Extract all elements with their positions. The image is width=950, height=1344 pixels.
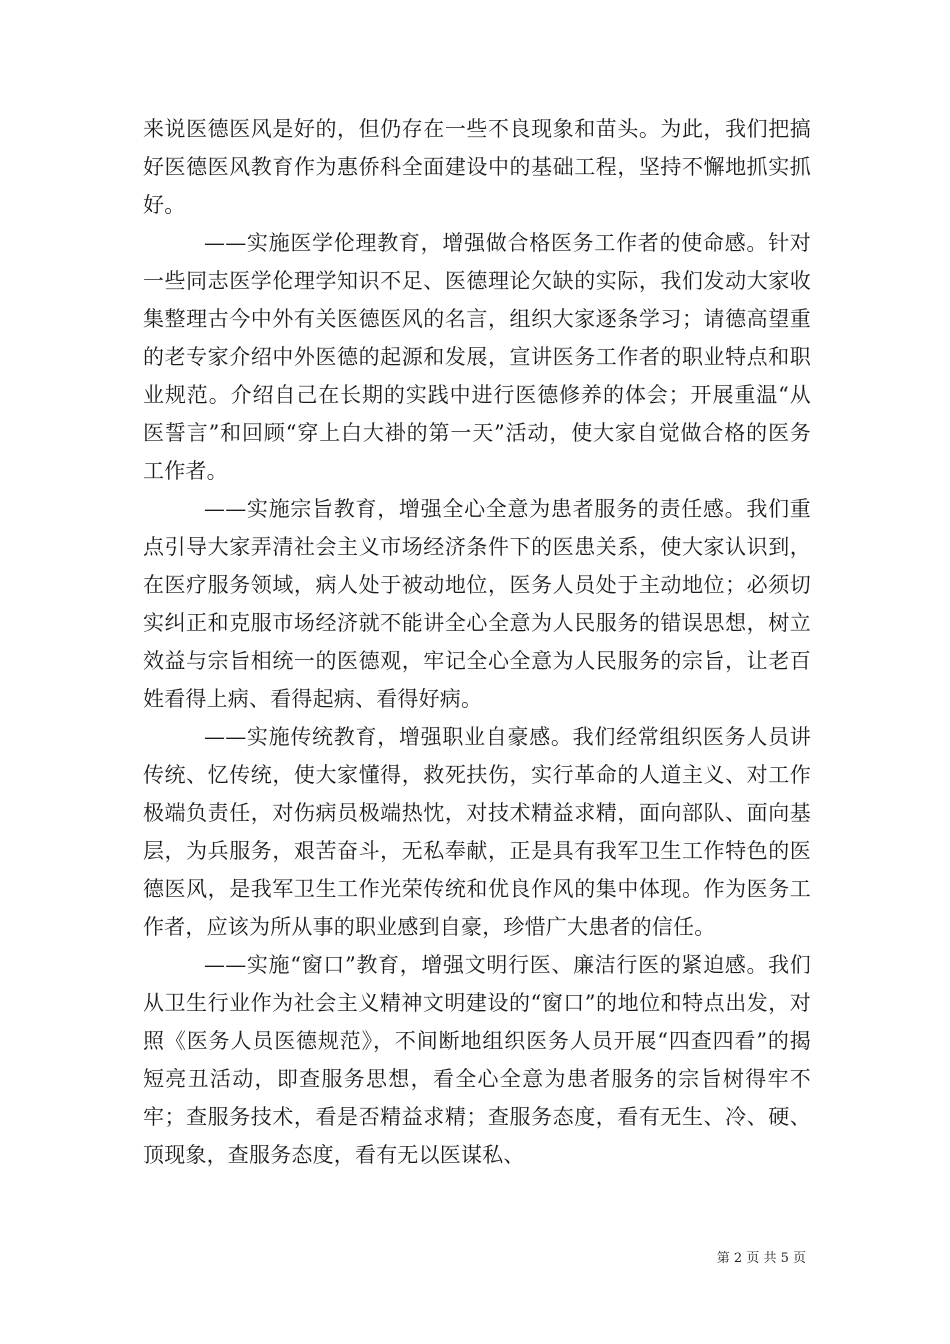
paragraph-purpose-education: ——实施宗旨教育，增强全心全意为患者服务的责任感。我们重点引导大家弄清社会主义市场经济条件下的医患关系，使大家认识到，在医疗服务领域，病人处于被动地位，医务人员处于主动地位；必须切实纠正和克服市场经济就不能讲全心全意为人民服务的错误思想，树立效益与宗旨相统一的医德观，牢记全心全意为人民服务的宗旨，让老百姓看得上病、看得起病、看得好病。 — [143, 497, 811, 711]
paragraph-tradition-education: ——实施传统教育，增强职业自豪感。我们经常组织医务人员讲传统、忆传统，使大家懂得，救死扶伤，实行革命的人道主义、对工作极端负责任，对伤病员极端热忱，对技术精益求精，面向部队、面向基层，为兵服务，艰苦奋斗，无私奉献，正是具有我军卫生工作特色的医德医风，是我军卫生工作光荣传统和优良作风的集中体现。作为医务工作者，应该为所从事的职业感到自豪，珍惜广大患者的信任。 — [143, 725, 811, 939]
page-number-footer: 第 2 页 共 5 页 — [716, 1251, 806, 1266]
document-body — [143, 110, 811, 1174]
paragraph-continuation: 来说医德医风是好的，但仍存在一些不良现象和苗头。为此，我们把搞好医德医风教育作为惠侨科全面建设中的基础工程，坚持不懈地抓实抓好。 — [143, 117, 811, 217]
paragraph-ethics-education: ——实施医学伦理教育，增强做合格医务工作者的使命感。针对一些同志医学伦理学知识不足、医德理论欠缺的实际，我们发动大家收集整理古今中外有关医德医风的名言，组织大家逐条学习；请德高望重的老专家介绍中外医德的起源和发展，宣讲医务工作者的职业特点和职业规范。介绍自己在长期的实践中进行医德修养的体会；开展重温“从医誓言”和回顾“穿上白大褂的第一天”活动，使大家自觉做合格的医务工作者。 — [143, 231, 811, 483]
paragraph-window-education: ——实施“窗口”教育，增强文明行医、廉洁行医的紧迫感。我们从卫生行业作为社会主义精神文明建设的“窗口”的地位和特点出发，对照《医务人员医德规范》，不间断地组织医务人员开展“四查四看”的揭短亮丑活动，即查服务思想，看全心全意为患者服务的宗旨树得牢不牢；查服务技术，看是否精益求精；查服务态度，看有无生、冷、硬、顶现象，查服务态度，看有无以医谋私、 — [143, 953, 811, 1167]
